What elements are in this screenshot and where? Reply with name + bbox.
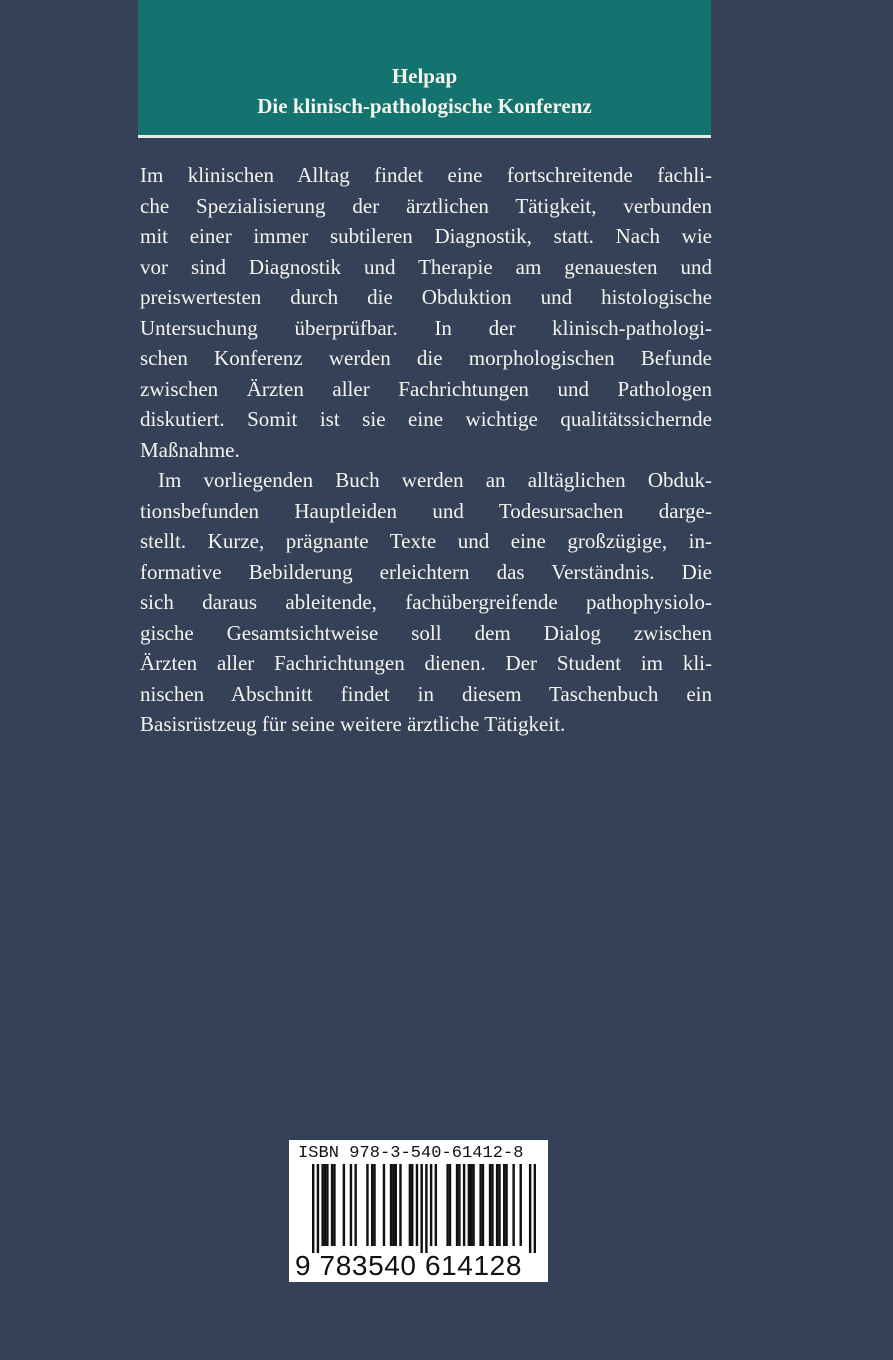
barcode-bar bbox=[470, 1164, 472, 1246]
barcode-bar bbox=[324, 1164, 326, 1246]
description-line: sich daraus ableitende, fachübergreifende pathophysiolo- bbox=[140, 590, 712, 614]
description-line: mit einer immer subtileren Diagnostik, statt. Nach wie bbox=[140, 224, 712, 248]
barcode-bar bbox=[321, 1164, 323, 1246]
barcode-bar bbox=[435, 1164, 437, 1246]
barcode-bar bbox=[512, 1164, 514, 1246]
description-line: nischen Abschnitt findet in diesem Taschenbuch ein bbox=[140, 681, 712, 706]
barcode-bar bbox=[366, 1164, 368, 1246]
description-line: vor sind Diagnostik und Therapie am genauesten und bbox=[140, 254, 712, 279]
barcode-bar bbox=[343, 1164, 345, 1246]
barcode-bar bbox=[373, 1164, 375, 1246]
barcode-bar bbox=[472, 1164, 474, 1246]
description-line: preiswertesten durch die Obduktion und histologische bbox=[140, 285, 712, 309]
barcode-bar bbox=[392, 1164, 394, 1246]
barcode-bar bbox=[411, 1164, 413, 1246]
description-line: che Spezialisierung der ärztlichen Tätigkeit, verbunden bbox=[140, 193, 712, 218]
description-line: stellt. Kurze, prägnante Texte und eine großzügige, in- bbox=[140, 529, 712, 553]
description-line: Maßnahme. bbox=[140, 437, 240, 462]
barcode-bar bbox=[371, 1164, 373, 1246]
author-name: Helpap bbox=[391, 64, 458, 88]
barcode-bar bbox=[409, 1164, 411, 1246]
isbn-barcode-label bbox=[289, 1140, 548, 1282]
description-line: Im klinischen Alltag findet eine fortschreitende fachli- bbox=[140, 163, 712, 187]
isbn-text: ISBN 978-3-540-61412-8 bbox=[298, 1144, 524, 1163]
barcode-bar bbox=[505, 1164, 507, 1246]
barcode-bar bbox=[446, 1164, 448, 1246]
barcode-bar bbox=[519, 1164, 521, 1246]
description-line: zwischen Ärzten aller Fachrichtungen und Pathologen bbox=[140, 376, 712, 401]
barcode-bar bbox=[354, 1164, 356, 1246]
barcode-bar bbox=[496, 1164, 498, 1246]
barcode-bar bbox=[317, 1164, 319, 1253]
book-title: Die klinisch-pathologische Konferenz bbox=[257, 94, 592, 118]
barcode-bar bbox=[395, 1164, 397, 1246]
barcode-bar bbox=[534, 1164, 536, 1253]
barcode-bar bbox=[416, 1164, 418, 1246]
barcode-bar bbox=[482, 1164, 484, 1246]
barcode-bar bbox=[468, 1164, 470, 1246]
back-cover-description bbox=[140, 160, 712, 740]
description-line: schen Konferenz werden die morphologischen Befunde bbox=[140, 346, 712, 370]
description-line: Im vorliegenden Buch werden an alltäglichen Obduk- bbox=[158, 468, 712, 492]
barcode-bar bbox=[312, 1164, 314, 1253]
barcode-bar bbox=[420, 1164, 422, 1253]
description-line: gische Gesamtsichtweise soll dem Dialog zwischen bbox=[140, 620, 712, 645]
description-line: Untersuchung überprüfbar. In der klinisch-pathologi- bbox=[140, 315, 712, 340]
barcode-number: 9 783540 614128 bbox=[295, 1250, 522, 1281]
description-line: diskutiert. Somit ist sie eine wichtige qualitätssichernde bbox=[140, 407, 712, 431]
description-line: Ärzten aller Fachrichtungen dienen. Der Student im kli- bbox=[140, 651, 712, 675]
barcode-bar bbox=[456, 1164, 458, 1246]
barcode-bar bbox=[333, 1164, 335, 1246]
barcode-bar bbox=[503, 1164, 505, 1246]
barcode-bar bbox=[331, 1164, 333, 1246]
barcode-bar bbox=[458, 1164, 460, 1246]
description-paragraph-1 bbox=[140, 160, 712, 465]
barcode-bar bbox=[491, 1164, 493, 1246]
barcode-bar bbox=[489, 1164, 491, 1246]
description-line: formative Bebilderung erleichtern das Verständnis. Die bbox=[140, 559, 712, 584]
barcode-bar bbox=[529, 1164, 531, 1253]
barcode-bar bbox=[425, 1164, 427, 1253]
barcode-bar bbox=[399, 1164, 401, 1246]
description-line: tionsbefunden Hauptleiden und Todesursachen darge- bbox=[140, 498, 712, 523]
barcode-bar bbox=[350, 1164, 352, 1246]
barcode-bar bbox=[326, 1164, 328, 1246]
cover-title-panel bbox=[138, 0, 711, 138]
barcode-bar bbox=[430, 1164, 432, 1246]
barcode-bar bbox=[498, 1164, 500, 1246]
barcode-bar bbox=[383, 1164, 385, 1246]
ean13-barcode-icon bbox=[312, 1164, 536, 1253]
barcode-bar bbox=[390, 1164, 392, 1246]
barcode-bar bbox=[463, 1164, 465, 1246]
barcode-bar bbox=[479, 1164, 481, 1246]
barcode-bar bbox=[449, 1164, 451, 1246]
description-line: Basisrüstzeug für seine weitere ärztliche Tätigkeit. bbox=[140, 712, 566, 736]
description-paragraph-2 bbox=[140, 465, 712, 740]
